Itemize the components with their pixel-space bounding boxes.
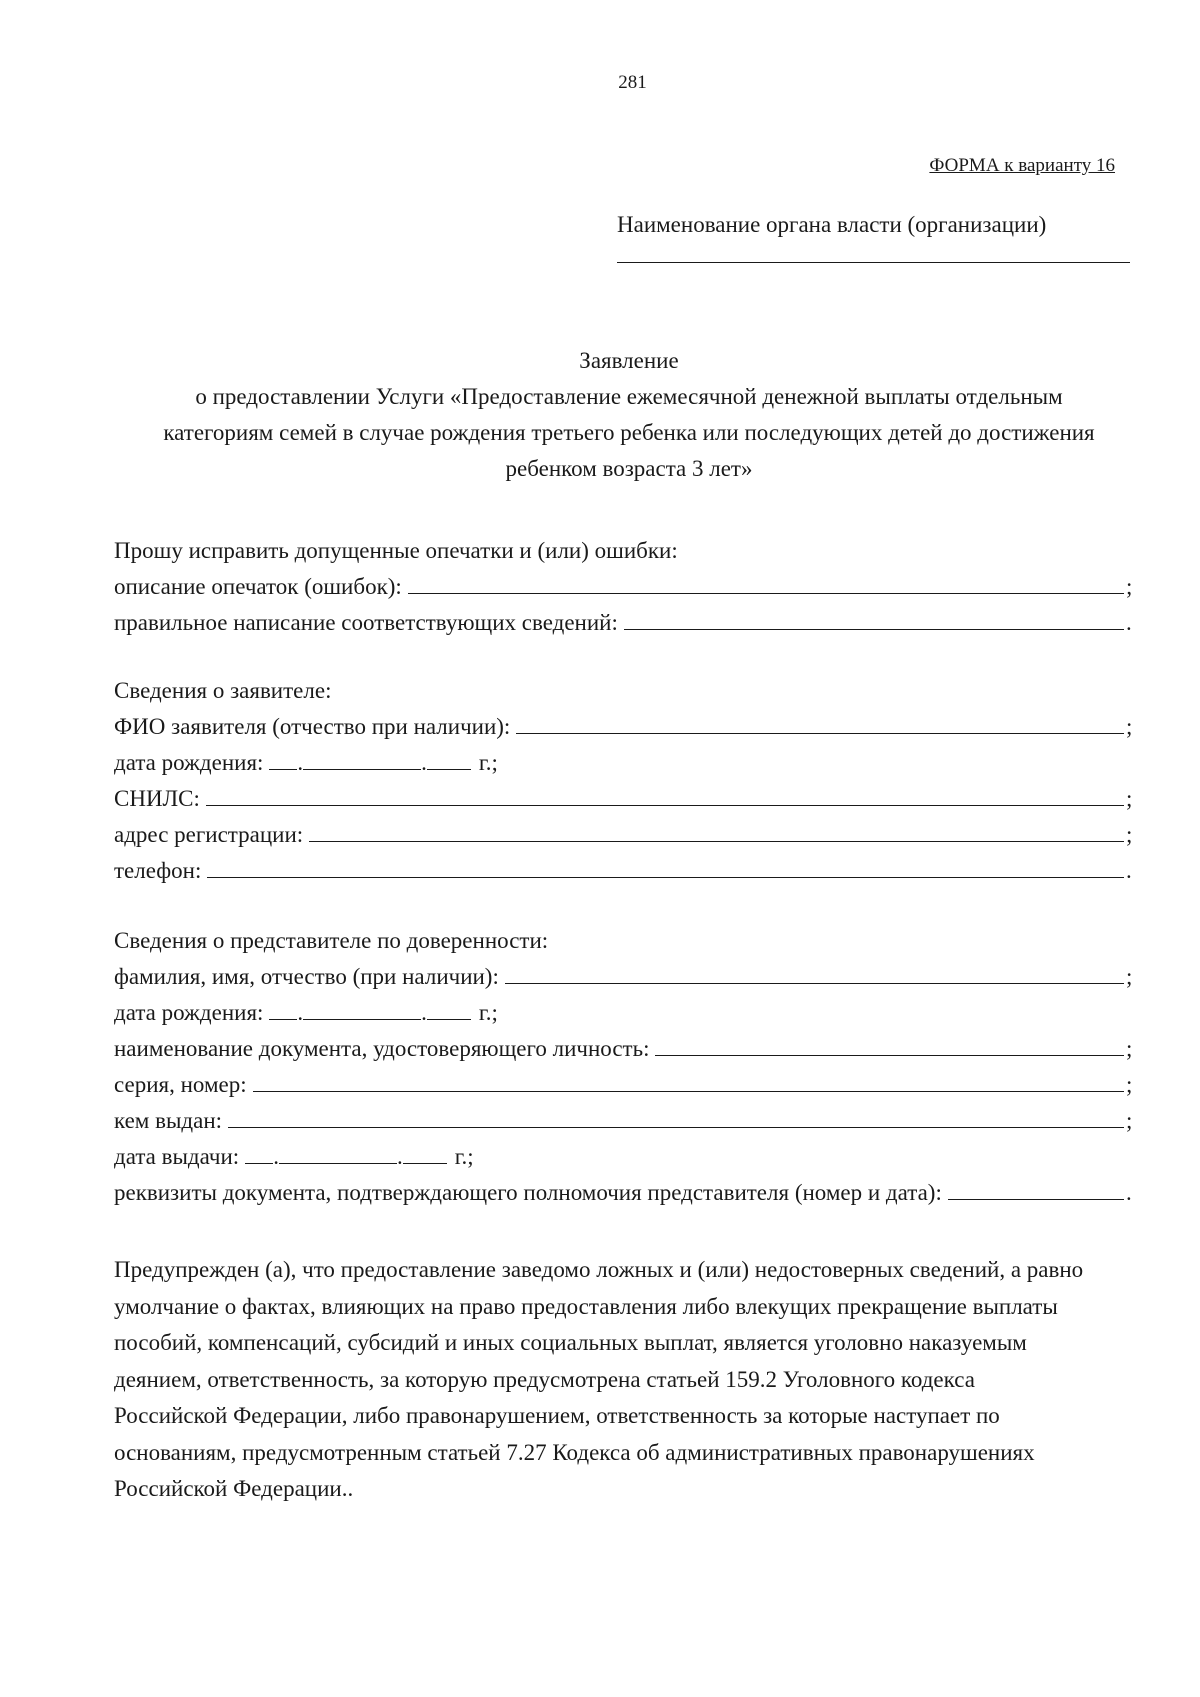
representative-birth-label: дата рождения: bbox=[114, 1000, 264, 1025]
applicant-phone-label: телефон: bbox=[114, 858, 202, 883]
representative-birth-month-field[interactable] bbox=[303, 1018, 421, 1020]
applicant-birth-year-field[interactable] bbox=[427, 768, 471, 770]
correction-intro: Прошу исправить допущенные опечатки и (или) ошибки: bbox=[114, 538, 678, 563]
representative-issue-year-field[interactable] bbox=[403, 1162, 447, 1164]
application-title bbox=[118, 343, 1140, 487]
page-number: 281 bbox=[618, 72, 647, 93]
representative-authority-doc-field[interactable] bbox=[948, 1198, 1124, 1200]
title-line-2: категориям семей в случае рождения третьего ребенка или последующих детей до достижения bbox=[163, 420, 1095, 445]
applicant-section bbox=[114, 668, 1134, 884]
form-variant-label: ФОРМА к варианту 16 bbox=[929, 155, 1115, 176]
applicant-birth-row: дата рождения: . . г.; bbox=[114, 750, 498, 775]
representative-issue-day-field[interactable] bbox=[245, 1162, 273, 1164]
applicant-snils-label: СНИЛС: bbox=[114, 786, 200, 811]
representative-section bbox=[114, 918, 1134, 1206]
applicant-snils-field[interactable] bbox=[206, 804, 1124, 806]
applicant-address-field[interactable] bbox=[309, 840, 1124, 842]
warning-line-6: основаниям, предусмотренным статьей 7.27 Кодекса об административных правонарушениях bbox=[114, 1439, 1035, 1465]
title-heading: Заявление bbox=[579, 348, 679, 373]
errors-description-field[interactable] bbox=[408, 592, 1124, 594]
correct-info-field[interactable] bbox=[624, 628, 1124, 630]
applicant-address-label: адрес регистрации: bbox=[114, 822, 304, 847]
representative-authority-doc-row: реквизиты документа, подтверждающего полномочия представителя (номер и дата): . bbox=[114, 1180, 1132, 1205]
applicant-birth-month-field[interactable] bbox=[303, 768, 421, 770]
errors-description-row: описание опечаток (ошибок): ; bbox=[114, 574, 1133, 599]
applicant-address-row: адрес регистрации: ; bbox=[114, 822, 1133, 847]
representative-fio-row: фамилия, имя, отчество (при наличии): ; bbox=[114, 964, 1133, 989]
representative-issuer-row: кем выдан: ; bbox=[114, 1108, 1133, 1133]
authority-name-label: Наименование органа власти (организации) bbox=[617, 212, 1047, 237]
representative-issuer-field[interactable] bbox=[228, 1126, 1124, 1128]
errors-description-label: описание опечаток (ошибок): bbox=[114, 574, 402, 599]
representative-fio-label: фамилия, имя, отчество (при наличии): bbox=[114, 964, 499, 989]
liability-warning bbox=[114, 1252, 1144, 1508]
representative-series-field[interactable] bbox=[253, 1090, 1124, 1092]
correct-info-row: правильное написание соответствующих сведений: . bbox=[114, 610, 1132, 635]
authority-name-field[interactable] bbox=[617, 262, 1130, 263]
representative-birth-year-field[interactable] bbox=[427, 1018, 471, 1020]
applicant-heading: Сведения о заявителе: bbox=[114, 678, 332, 703]
applicant-snils-row: СНИЛС: ; bbox=[114, 786, 1133, 811]
representative-series-row: серия, номер: ; bbox=[114, 1072, 1133, 1097]
warning-line-1: Предупрежден (а), что предоставление заведомо ложных и (или) недостоверных сведений, а равно bbox=[114, 1257, 1084, 1282]
warning-line-7: Российской Федерации.. bbox=[114, 1476, 354, 1501]
correction-section bbox=[114, 528, 1134, 636]
applicant-fio-row: ФИО заявителя (отчество при наличии): ; bbox=[114, 714, 1133, 739]
applicant-birth-day-field[interactable] bbox=[269, 768, 297, 770]
representative-series-label: серия, номер: bbox=[114, 1072, 247, 1097]
applicant-birth-label: дата рождения: bbox=[114, 750, 264, 775]
representative-issue-date-row: дата выдачи: . . г.; bbox=[114, 1144, 474, 1169]
representative-issue-month-field[interactable] bbox=[279, 1162, 397, 1164]
applicant-phone-row: телефон: . bbox=[114, 858, 1132, 883]
warning-line-3: пособий, компенсаций, субсидий и иных социальных выплат, является уголовно наказуемым bbox=[114, 1330, 1027, 1355]
applicant-fio-field[interactable] bbox=[516, 732, 1124, 734]
correct-info-label: правильное написание соответствующих сведений: bbox=[114, 610, 618, 635]
representative-birth-day-field[interactable] bbox=[269, 1018, 297, 1020]
representative-docname-row: наименование документа, удостоверяющего личность: ; bbox=[114, 1036, 1133, 1061]
title-line-1: о предоставлении Услуги «Предоставление ежемесячной денежной выплаты отдельным bbox=[195, 384, 1063, 409]
representative-authority-doc-label: реквизиты документа, подтверждающего полномочия представителя (номер и дата): bbox=[114, 1180, 942, 1205]
representative-issue-date-label: дата выдачи: bbox=[114, 1144, 240, 1169]
warning-line-5: Российской Федерации, либо правонарушением, ответственность за которые наступает по bbox=[114, 1403, 1000, 1428]
representative-heading: Сведения о представителе по доверенности: bbox=[114, 928, 549, 953]
applicant-fio-label: ФИО заявителя (отчество при наличии): bbox=[114, 714, 511, 739]
representative-birth-row: дата рождения: . . г.; bbox=[114, 1000, 498, 1025]
representative-docname-field[interactable] bbox=[655, 1054, 1124, 1056]
representative-fio-field[interactable] bbox=[505, 982, 1124, 984]
applicant-phone-field[interactable] bbox=[207, 876, 1124, 878]
warning-line-2: умолчание о фактах, влияющих на право предоставления либо влекущих прекращение выплаты bbox=[114, 1293, 1058, 1319]
title-line-3: ребенком возраста 3 лет» bbox=[505, 456, 753, 481]
warning-line-4: деянием, ответственность, за которую предусмотрена статьей 159.2 Уголовного кодекса bbox=[114, 1366, 975, 1392]
representative-issuer-label: кем выдан: bbox=[114, 1108, 223, 1133]
representative-docname-label: наименование документа, удостоверяющего личность: bbox=[114, 1036, 650, 1061]
